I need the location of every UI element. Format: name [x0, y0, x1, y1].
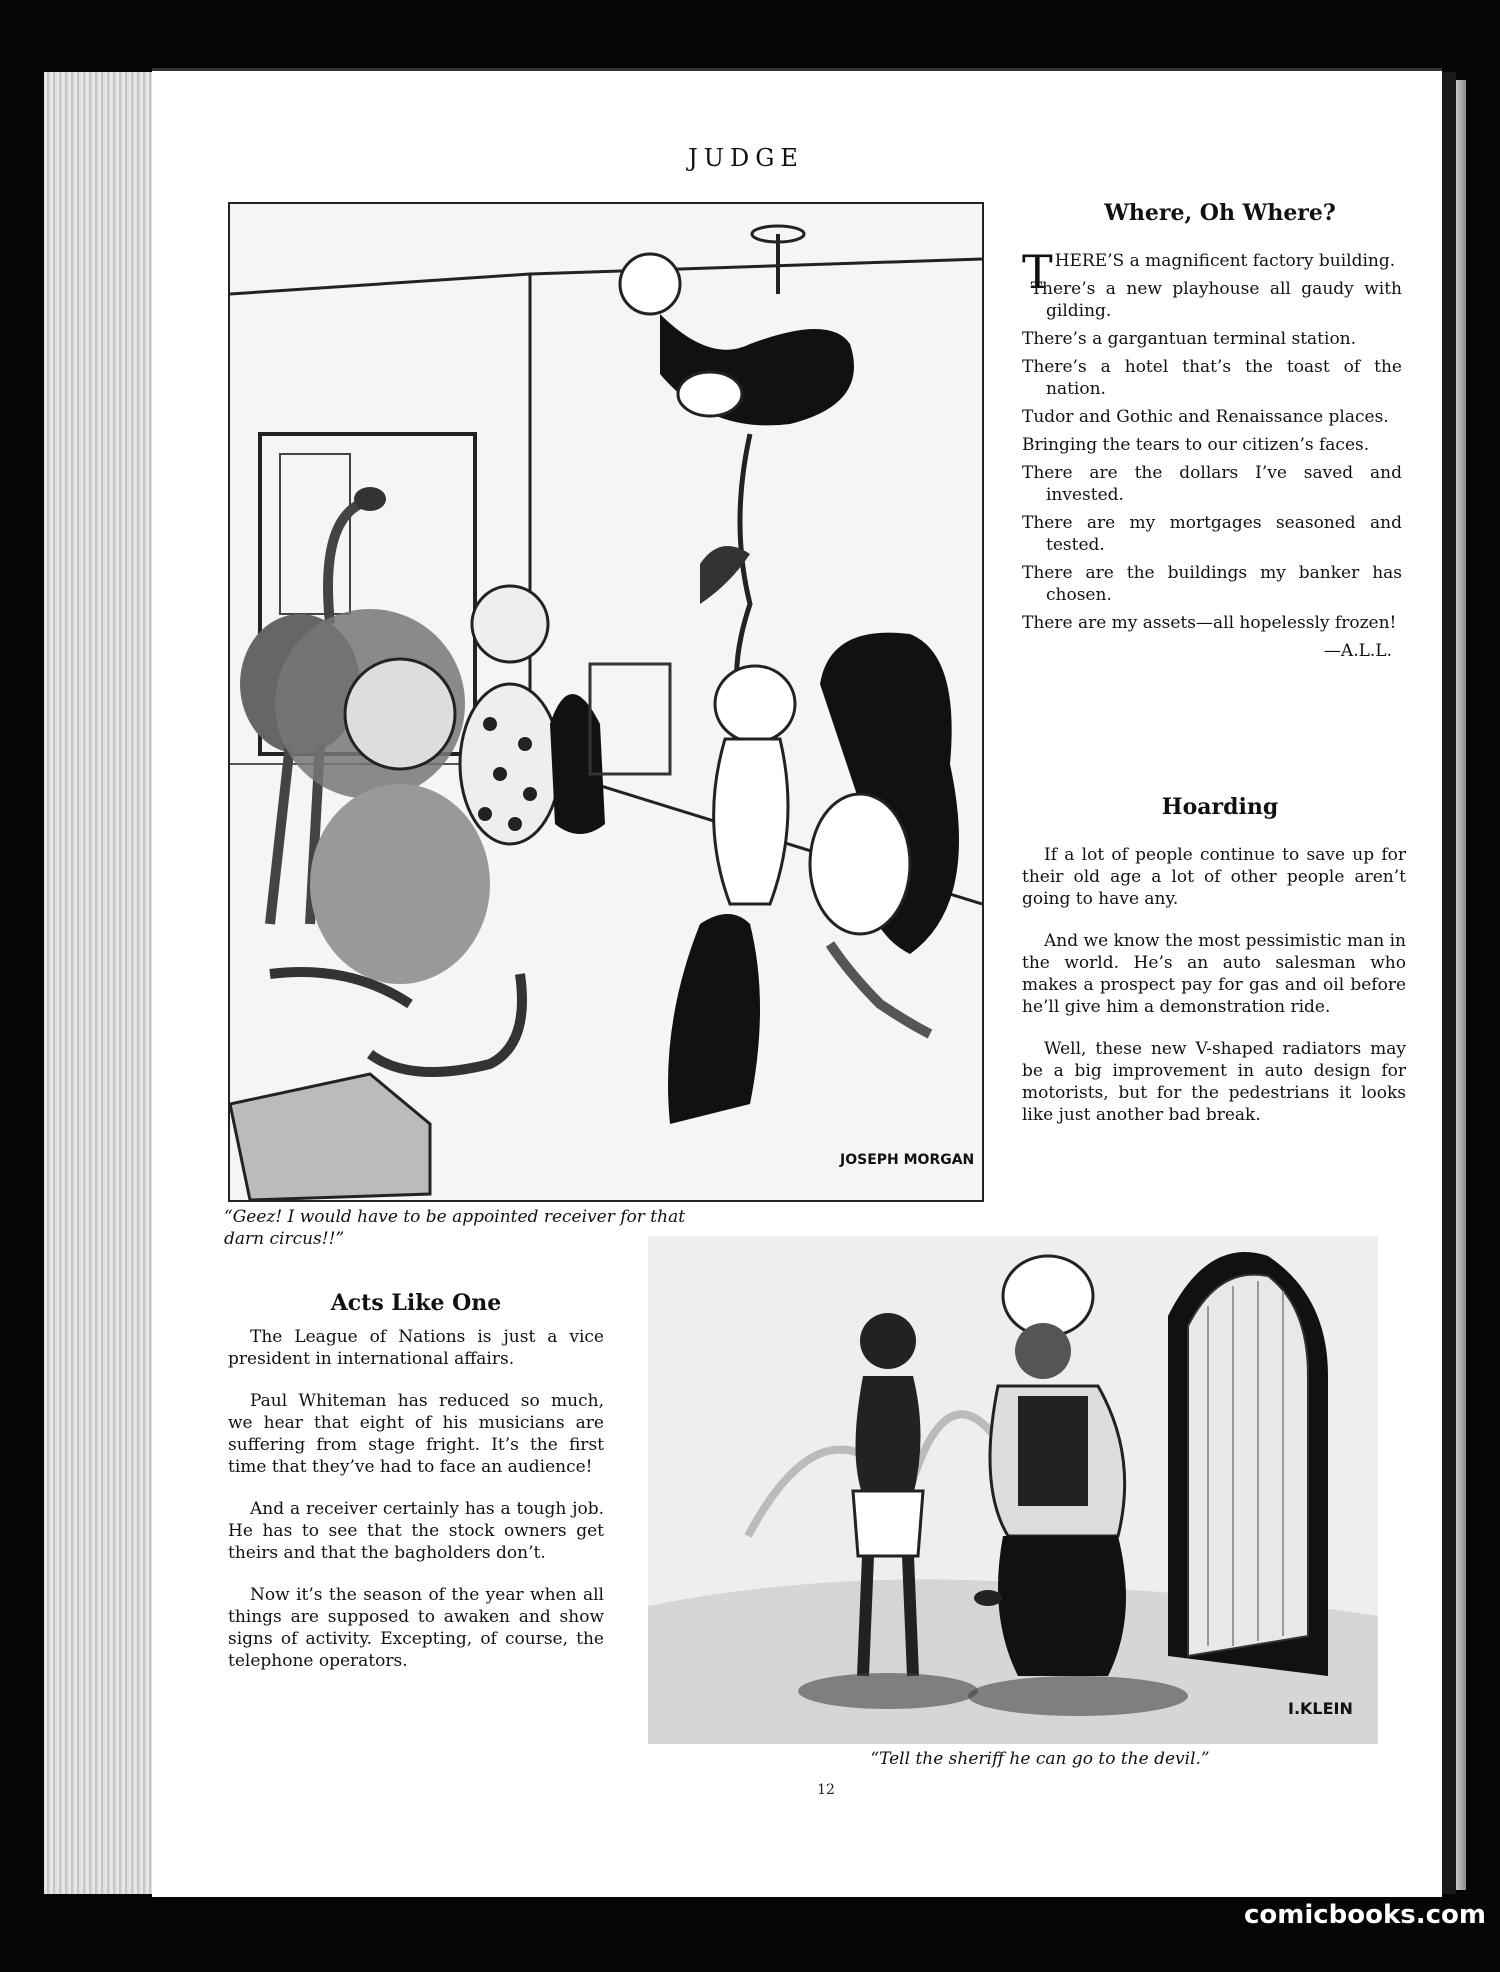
- hoarding-text: [1022, 844, 1406, 1146]
- paragraph: If a lot of people continue to save up for their old age a lot of other people aren’t going to have any.: [1022, 845, 1406, 909]
- sheriff-cartoon-drawing: [648, 1236, 1378, 1744]
- poem-line-1-text: HERE’S a magnificent factory building.: [1054, 251, 1396, 271]
- paragraph: Well, these new V-shaped radiators may be a big improvement in auto design for motorists, but for the pedestrians it looks like just another bad break.: [1022, 1039, 1406, 1125]
- circus-cartoon: [228, 202, 984, 1202]
- paragraph: And a receiver certainly has a tough job. He has to see that the stock owners get theirs and that the bagholders don’t.: [228, 1499, 604, 1563]
- paragraph: The League of Nations is just a vice president in international affairs.: [228, 1327, 604, 1369]
- masthead: JUDGE: [688, 144, 804, 172]
- poem-line: There are the buildings my banker has chosen.: [1022, 563, 1402, 605]
- sheriff-cartoon: [648, 1236, 1378, 1744]
- poem-line: Tudor and Gothic and Renaissance places.: [1022, 407, 1389, 427]
- poem-line: Bringing the tears to our citizen’s faces.: [1022, 435, 1370, 455]
- paragraph: Now it’s the season of the year when all things are supposed to awaken and show signs of activity. Excepting, of course, the telephone operators.: [228, 1585, 604, 1671]
- drop-cap: T: [1022, 245, 1053, 299]
- poem-line-1: [1022, 245, 1402, 299]
- acts-like-one-text: [228, 1326, 604, 1692]
- poem: [1022, 245, 1402, 662]
- paragraph: And we know the most pessimistic man in the world. He’s an auto salesman who makes a prospect pay for gas and oil before he’ll give him a demonstration ride.: [1022, 931, 1406, 1017]
- poem-line: There are my mortgages seasoned and tested.: [1022, 513, 1402, 555]
- poem-line: There’s a new playhouse all gaudy with gilding.: [1030, 279, 1402, 321]
- poem-line: There are my assets—all hopelessly frozen!: [1022, 613, 1397, 633]
- poem-line: There’s a hotel that’s the toast of the nation.: [1022, 357, 1402, 399]
- binding-shadow: [1442, 72, 1456, 1894]
- next-page-edge: [1456, 80, 1466, 1890]
- sheriff-cartoon-caption: “Tell the sheriff he can go to the devil.”: [870, 1749, 1210, 1769]
- cartoon-signature: JOSEPH MORGAN: [840, 1152, 975, 1168]
- poem-title: Where, Oh Where?: [1104, 200, 1336, 226]
- acts-like-one-title: Acts Like One: [330, 1290, 502, 1316]
- circus-cartoon-drawing: [230, 204, 982, 1200]
- book-page-edges: [44, 72, 158, 1894]
- watermark: comicbooks.com: [1243, 1900, 1486, 1930]
- hoarding-title: Hoarding: [1161, 794, 1279, 820]
- poem-signature: —A.L.L.: [1323, 641, 1392, 661]
- poem-line: There’s a gargantuan terminal station.: [1022, 329, 1357, 349]
- poem-line: There are the dollars I’ve saved and invested.: [1022, 463, 1402, 505]
- paragraph: Paul Whiteman has reduced so much, we hear that eight of his musicians are suffering from stage fright. It’s the first time that they’ve had to face an audience!: [228, 1391, 604, 1477]
- page-number: 12: [817, 1782, 835, 1798]
- circus-cartoon-caption: “Geez! I would have to be appointed receiver for that darn circus!!”: [224, 1207, 686, 1249]
- cartoon-signature: I.KLEIN: [1288, 1699, 1353, 1718]
